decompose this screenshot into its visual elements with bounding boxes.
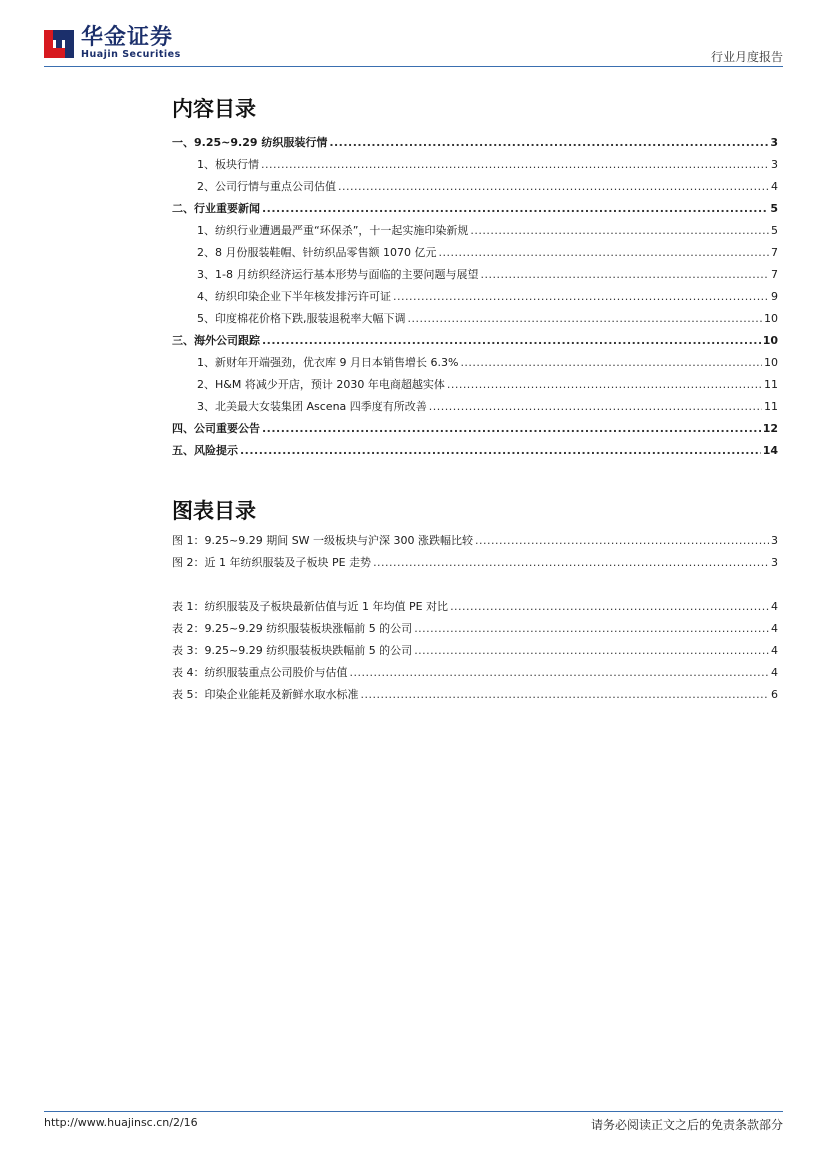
toc-entry[interactable] [172, 266, 778, 288]
toc-entry-page: 11 [764, 400, 778, 413]
toc-entry-page: 4 [771, 180, 778, 193]
toc-entry[interactable] [172, 156, 778, 178]
table-entry[interactable] [172, 664, 778, 686]
table-entry[interactable] [172, 620, 778, 642]
leader-dots [475, 534, 769, 547]
table-entry[interactable] [172, 686, 778, 708]
toc-entry-label: 三、海外公司跟踪 [172, 334, 260, 347]
toc-entry[interactable] [172, 442, 778, 464]
toc-entry[interactable] [172, 332, 778, 354]
toc-entry-label: 一、9.25~9.29 纺织服装行情 [172, 136, 328, 149]
company-logo [44, 26, 181, 60]
table-entry[interactable] [172, 598, 778, 620]
toc-entry-label: 4、纺织印染企业下半年核发排污许可证 [197, 290, 391, 303]
leader-dots [329, 136, 768, 149]
figure-entry[interactable] [172, 554, 778, 576]
toc-entry[interactable] [172, 244, 778, 266]
leader-dots [450, 600, 769, 613]
toc-entry-label: 2、H&M 将减少开店，预计 2030 年电商超越实体 [197, 378, 445, 391]
footer-url[interactable]: http://www.huajinsc.cn/2/16 [44, 1116, 198, 1129]
toc-entry-page: 5 [770, 202, 778, 215]
toc-entry-label: 2、公司行情与重点公司估值 [197, 180, 336, 193]
toc-entry-page: 3 [770, 136, 778, 149]
leader-dots [393, 290, 769, 303]
toc-entry-page: 14 [762, 444, 778, 457]
table-list [172, 598, 778, 708]
toc-entry-label: 5、印度棉花价格下跌,服装退税率大幅下调 [197, 312, 406, 325]
toc-entry-page: 7 [771, 246, 778, 259]
toc-list [172, 134, 778, 464]
leader-dots [262, 422, 761, 435]
leader-dots [460, 356, 762, 369]
leader-dots [240, 444, 761, 457]
leader-dots [262, 334, 761, 347]
figure-entry-page: 3 [771, 556, 778, 569]
toc-entry[interactable] [172, 200, 778, 222]
leader-dots [480, 268, 769, 281]
toc-entry-label: 四、公司重要公告 [172, 422, 260, 435]
toc-entry-page: 7 [771, 268, 778, 281]
leader-dots [408, 312, 763, 325]
toc-entry-label: 1、新财年开端强劲，优衣库 9 月日本销售增长 6.3% [197, 356, 459, 369]
leader-dots [429, 400, 762, 413]
toc-entry-label: 3、北美最大女装集团 Ascena 四季度有所改善 [197, 400, 427, 413]
logo-en-text: Huajin Securities [81, 49, 181, 60]
leader-dots [373, 556, 769, 569]
toc-entry-label: 2、8 月份服装鞋帽、针纺织品零售额 1070 亿元 [197, 246, 437, 259]
table-entry-page: 4 [771, 622, 778, 635]
toc-entry[interactable] [172, 420, 778, 442]
toc-entry-page: 10 [764, 356, 778, 369]
toc-title: 内容目录 [172, 97, 256, 121]
toc-entry-page: 10 [764, 312, 778, 325]
toc-entry-label: 3、1-8 月纺织经济运行基本形势与面临的主要问题与展望 [197, 268, 479, 281]
figure-list [172, 532, 778, 576]
toc-entry-page: 10 [762, 334, 778, 347]
leader-dots [414, 644, 769, 657]
toc-entry[interactable] [172, 134, 778, 156]
table-entry-label: 表 3：9.25~9.29 纺织服装板块跌幅前 5 的公司 [172, 644, 413, 657]
toc-entry[interactable] [172, 310, 778, 332]
toc-entry-label: 1、纺织行业遭遇最严重“环保杀”，十一起实施印染新规 [197, 224, 469, 237]
toc-entry-page: 9 [771, 290, 778, 303]
toc-entry[interactable] [172, 354, 778, 376]
page-header [44, 26, 783, 68]
leader-dots [438, 246, 769, 259]
toc-entry[interactable] [172, 288, 778, 310]
logo-mark-icon [44, 28, 74, 60]
footer-divider [44, 1111, 783, 1112]
leader-dots [262, 202, 768, 215]
table-entry-page: 6 [771, 688, 778, 701]
leader-dots [261, 158, 769, 171]
toc-entry[interactable] [172, 178, 778, 200]
figure-entry-page: 3 [771, 534, 778, 547]
leader-dots [338, 180, 769, 193]
leader-dots [470, 224, 769, 237]
table-entry-label: 表 1：纺织服装及子板块最新估值与近 1 年均值 PE 对比 [172, 600, 449, 613]
report-type-label: 行业月度报告 [710, 50, 783, 64]
table-entry-label: 表 5：印染企业能耗及新鲜水取水标准 [172, 688, 359, 701]
leader-dots [414, 622, 769, 635]
table-entry-page: 4 [771, 666, 778, 679]
toc-entry[interactable] [172, 222, 778, 244]
leader-dots [361, 688, 770, 701]
figure-entry-label: 图 2：近 1 年纺织服装及子板块 PE 走势 [172, 556, 372, 569]
figures-title: 图表目录 [172, 499, 256, 523]
table-entry-page: 4 [771, 644, 778, 657]
toc-entry-page: 12 [762, 422, 778, 435]
toc-entry[interactable] [172, 398, 778, 420]
footer-disclaimer: 请务必阅读正文之后的免责条款部分 [590, 1118, 783, 1132]
logo-cn-text: 华金证券 [81, 25, 174, 50]
toc-entry-page: 3 [771, 158, 778, 171]
figure-entry[interactable] [172, 532, 778, 554]
table-entry-label: 表 2：9.25~9.29 纺织服装板块涨幅前 5 的公司 [172, 622, 413, 635]
leader-dots [447, 378, 762, 391]
toc-entry-page: 11 [764, 378, 778, 391]
header-divider [44, 66, 783, 67]
toc-entry-label: 二、行业重要新闻 [172, 202, 260, 215]
toc-entry-page: 5 [771, 224, 778, 237]
toc-entry[interactable] [172, 376, 778, 398]
table-entry[interactable] [172, 642, 778, 664]
toc-entry-label: 1、板块行情 [197, 158, 259, 171]
figure-entry-label: 图 1：9.25~9.29 期间 SW 一级板块与沪深 300 涨跌幅比较 [172, 534, 474, 547]
table-entry-label: 表 4：纺织服装重点公司股价与估值 [172, 666, 348, 679]
leader-dots [350, 666, 770, 679]
table-entry-page: 4 [771, 600, 778, 613]
toc-entry-label: 五、风险提示 [172, 444, 238, 457]
